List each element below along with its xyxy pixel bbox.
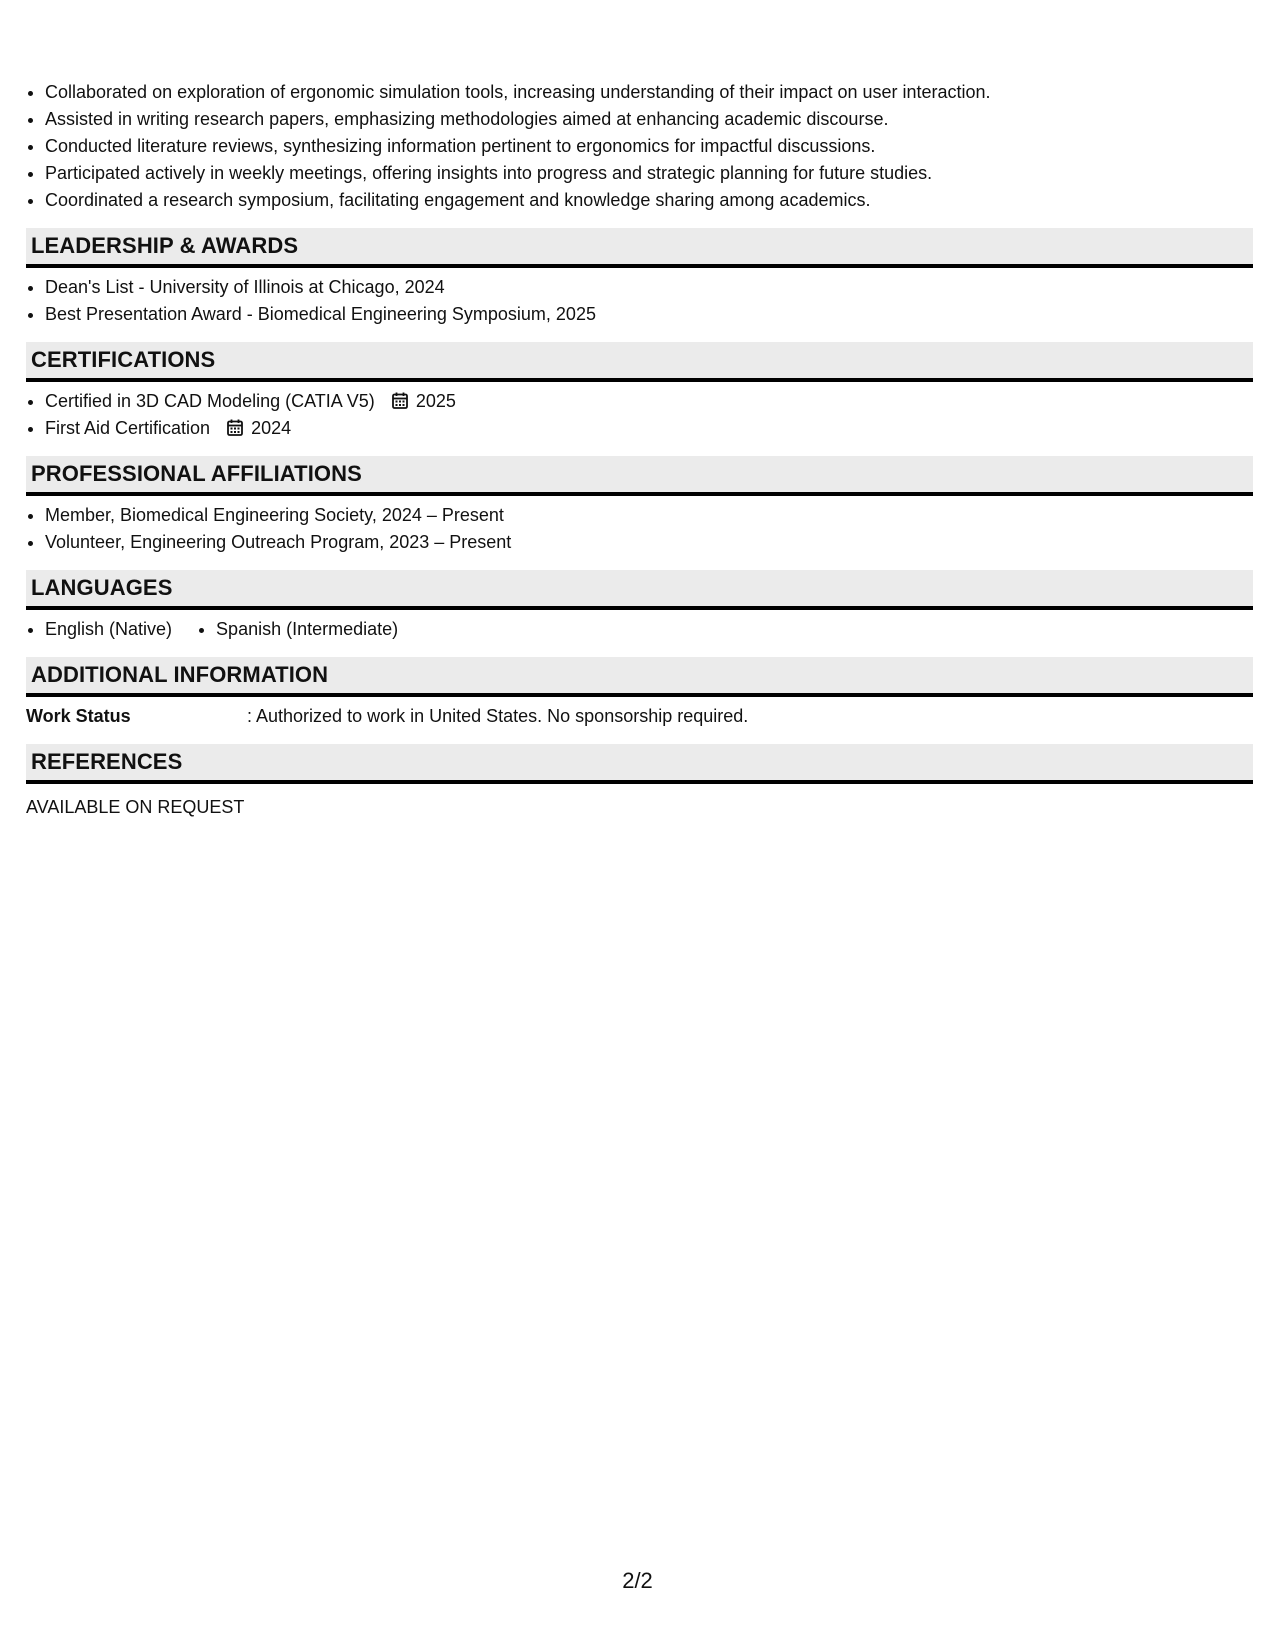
work-status-value: : Authorized to work in United States. No sponsorship required. [247,706,749,726]
additional-info-section-title: ADDITIONAL INFORMATION [26,657,1253,697]
references-text: AVAILABLE ON REQUEST [26,797,245,817]
leadership-item: • Dean's List - University of Illinois at Chicago, 2024 [45,274,1253,301]
resume-page [26,0,1253,821]
experience-bullet: • Conducted literature reviews, synthesizing information pertinent to ergonomics for impactful discussions. [45,133,1253,160]
certification-item [45,388,1253,415]
leadership-section [26,228,1253,328]
affiliation-item: • Member, Biomedical Engineering Society, 2024 – Present [45,502,1253,529]
certification-name: Certified in 3D CAD Modeling (CATIA V5) [45,391,375,411]
certification-item [45,415,1253,442]
work-status-label: Work Status [26,706,131,726]
experience-bullet: • Coordinated a research symposium, facilitating engagement and knowledge sharing among academics. [45,187,1253,214]
experience-bullet-list [26,79,1253,214]
references-section [26,744,1253,821]
calendar-icon [227,419,243,436]
languages-section-title: LANGUAGES [26,570,1253,610]
experience-bullet: • Collaborated on exploration of ergonomic simulation tools, increasing understanding of their impact on user interaction. [45,79,1253,106]
affiliations-section-title: PROFESSIONAL AFFILIATIONS [26,456,1253,496]
languages-list [26,616,1253,643]
certification-name: First Aid Certification [45,418,211,438]
affiliation-item: • Volunteer, Engineering Outreach Program, 2023 – Present [45,529,1253,556]
leadership-list [26,274,1253,328]
experience-bullet: • Participated actively in weekly meetings, offering insights into progress and strategic planning for future studies. [45,160,1253,187]
references-section-title: REFERENCES [26,744,1253,784]
work-status-row [26,703,1253,730]
affiliations-section [26,456,1253,556]
page-number: 2/2 [622,1568,653,1593]
certifications-section [26,342,1253,442]
certifications-section-title: CERTIFICATIONS [26,342,1253,382]
additional-info-section [26,657,1253,730]
language-item: • English (Native) [45,616,172,643]
certification-year: 2024 [251,418,292,438]
calendar-icon [392,392,408,409]
affiliations-list [26,502,1253,556]
experience-bullet: • Assisted in writing research papers, emphasizing methodologies aimed at enhancing academic discourse. [45,106,1253,133]
leadership-item: • Best Presentation Award - Biomedical Engineering Symposium, 2025 [45,301,1253,328]
certifications-list [26,388,1253,442]
leadership-section-title: LEADERSHIP & AWARDS [26,228,1253,268]
certification-year: 2025 [415,391,456,411]
language-item: • Spanish (Intermediate) [216,616,398,643]
languages-section [26,570,1253,643]
